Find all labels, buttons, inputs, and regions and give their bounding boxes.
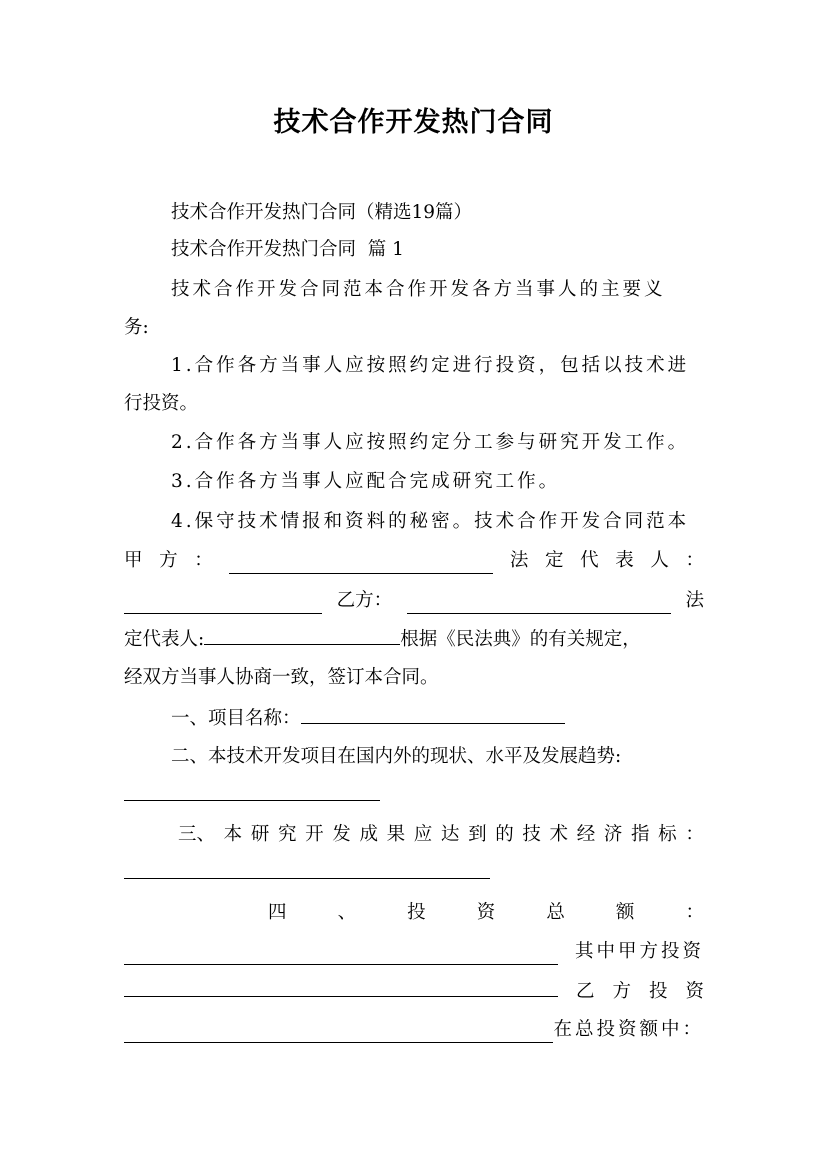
invest-b-char-1: 乙 (576, 981, 595, 1002)
legal-rep-a-blank[interactable] (124, 595, 322, 614)
item-4-char-7: ： (685, 902, 704, 923)
item-4-label (268, 900, 704, 926)
total-investment-blank[interactable] (124, 946, 558, 965)
item-3-char-15: 经 (576, 824, 596, 845)
party-a-line (124, 548, 704, 574)
item-3-char-2: 本 (223, 824, 243, 845)
item-4-char-2: 、 (337, 902, 357, 923)
item-3-char-9: 应 (413, 824, 433, 845)
legal-rep-b-line (124, 626, 704, 653)
invest-b-char-2: 方 (612, 981, 631, 1002)
invest-total-line (124, 1017, 704, 1043)
item-4-char-5: 总 (546, 902, 565, 923)
clause-1-line-2: 行投资。 (124, 393, 199, 414)
legal-rep-label-1: 法 (509, 550, 529, 571)
invest-a-blank[interactable] (124, 978, 558, 997)
legal-rep-label-3: 代 (580, 550, 599, 571)
document-title: 技术合作开发热门合同 (273, 107, 554, 138)
item-2-label: 二、本技术开发项目在国内外的现状、水平及发展趋势: (171, 746, 622, 767)
item-3-blank[interactable] (124, 860, 490, 879)
item-3-char-6: 发 (332, 824, 351, 845)
item-3-char-4: 究 (277, 824, 297, 845)
item-3-char-19: ： (685, 824, 704, 845)
legal-rep-label-2: 定 (545, 550, 564, 571)
clause-2: 2.合作各方当事人应按照约定分工参与研究开发工作。 (171, 432, 690, 453)
clause-4: 4.保守技术情报和资料的秘密。技术合作开发合同范本 (171, 511, 690, 532)
paragraph-1-line-2: 务: (124, 317, 149, 338)
party-a-label-1: 甲 (124, 550, 143, 571)
project-name-blank[interactable] (301, 705, 565, 724)
legal-rep-b-blank[interactable] (204, 626, 400, 645)
item-2-blank-line (124, 782, 704, 809)
item-3-char-12: 的 (495, 824, 514, 845)
item-4-char-3: 投 (407, 902, 426, 923)
party-b-blank[interactable] (407, 595, 671, 614)
item-3-char-14: 术 (549, 824, 569, 845)
invest-a-label: 其中甲方投资 (574, 941, 704, 962)
item-4-char-1: 四 (268, 902, 287, 923)
paragraph-1-line-1: 技术合作开发合同范本合作开发各方当事人的主要义 (171, 279, 666, 300)
item-4-char-6: 额 (615, 902, 635, 923)
legal-rep-label-6: ： (685, 550, 704, 571)
item-3-char-5: 开 (305, 824, 324, 845)
item-1-label: 一、项目名称： (171, 708, 301, 729)
item-3-char-11: 到 (468, 824, 487, 845)
item-3-char-13: 技 (522, 824, 541, 845)
law-reference: 根据《民法典》的有关规定， (400, 629, 641, 650)
item-3-label (178, 822, 704, 848)
item-1-line (171, 705, 704, 732)
invest-b-char-4: 资 (685, 981, 704, 1002)
item-3-char-10: 达 (440, 824, 460, 845)
legal-rep-b-label: 定代表人: (124, 629, 205, 650)
invest-b-blank[interactable] (124, 1024, 553, 1043)
clause-1-line-1: 1.合作各方当事人应按照约定进行投资，包括以技术进 (171, 355, 690, 376)
invest-b-label (576, 979, 704, 1005)
item-3-char-16: 济 (603, 824, 623, 845)
legal-rep-label-4: 表 (615, 550, 634, 571)
party-a-label-3: ： (194, 550, 213, 571)
subtitle-line: 技术合作开发热门合同（精选19篇） (171, 202, 473, 223)
item-2-blank[interactable] (124, 782, 380, 801)
item-4-char-4: 资 (476, 902, 496, 923)
clause-3: 3.合作各方当事人应配合完成研究工作。 (171, 471, 561, 492)
invest-b-line (124, 978, 704, 1005)
legal-rep-label-5: 人 (650, 550, 669, 571)
legal-rep-b-label-start: 法 (685, 590, 704, 611)
invest-a-line (124, 939, 704, 965)
party-a-blank[interactable] (229, 555, 493, 574)
party-a-label-2: 方 (159, 550, 178, 571)
item-3-char-17: 指 (631, 824, 650, 845)
party-b-label: 乙方： (336, 590, 393, 611)
item-3-char-3: 研 (250, 824, 270, 845)
agreement-statement: 经双方当事人协商一致，签订本合同。 (124, 667, 439, 688)
section-heading: 技术合作开发热门合同 篇 1 (171, 239, 404, 260)
item-3-char-1: 三、 (178, 824, 216, 845)
invest-b-char-3: 投 (648, 981, 668, 1002)
item-3-char-8: 果 (386, 824, 406, 845)
item-3-blank-line (124, 860, 704, 887)
item-3-char-7: 成 (359, 824, 378, 845)
party-b-line (124, 588, 704, 614)
invest-total-label: 在总投资额中： (553, 1019, 704, 1040)
item-3-char-18: 标 (658, 824, 677, 845)
